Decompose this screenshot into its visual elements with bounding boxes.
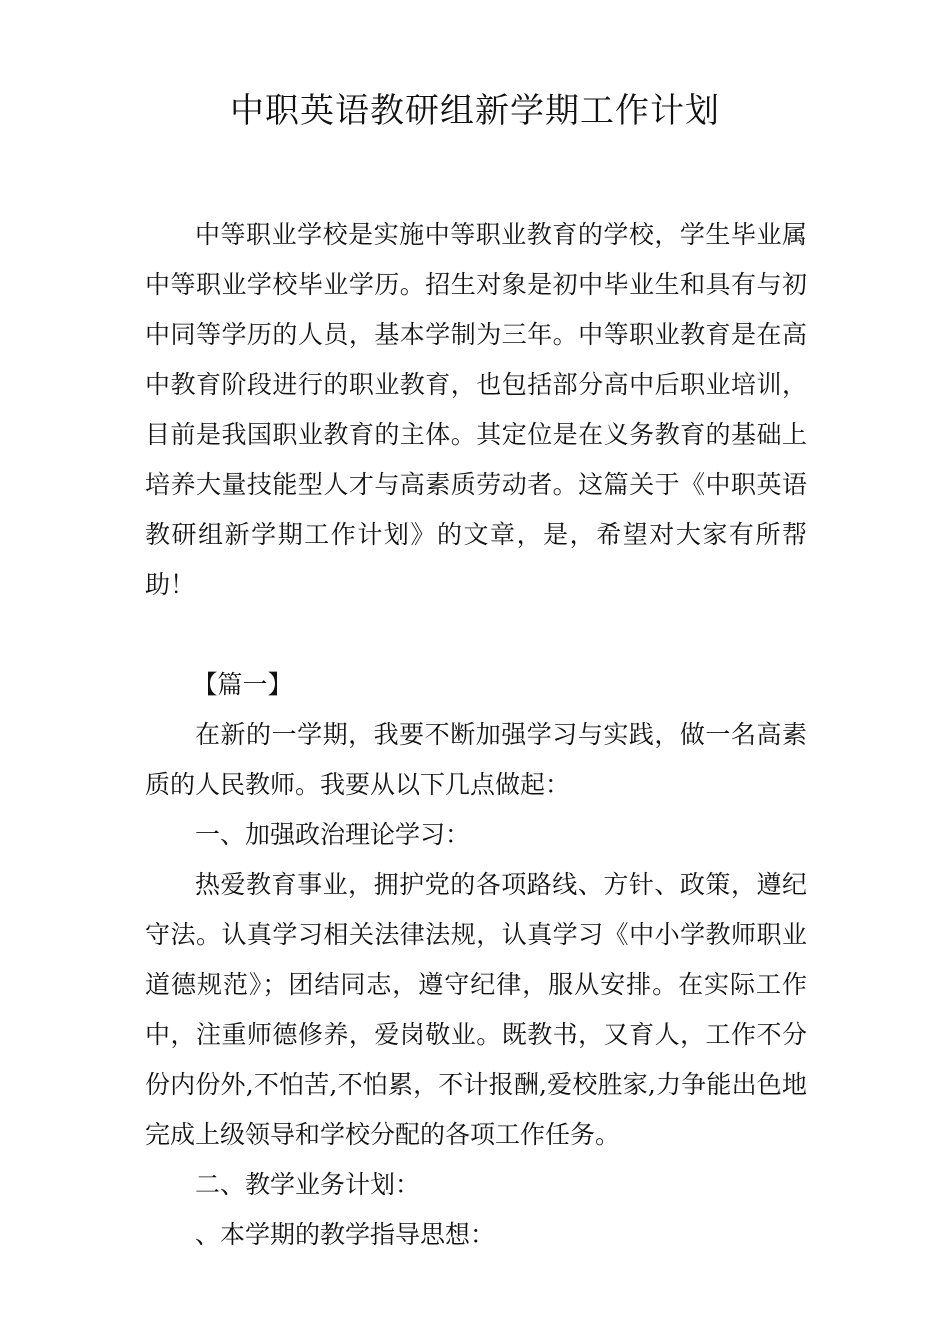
document-body (145, 210, 807, 1260)
section-heading: 一、加强政治理论学习： (195, 820, 471, 849)
section-label: 【篇一】 (192, 670, 293, 699)
document-title: 中职英语教研组新学期工作计划 (230, 91, 720, 131)
body-paragraph: 热爱教育事业，拥护党的各项路线、方针、政策，遵纪守法。认真学习相关法律法规，认真学习《中小学教师职业道德规范》；团结同志，遵守纪律，服从安排。在实际工作中，注重师德修养，爱岗敬业。既教书，又育人，工作不分份内份外,不怕苦,不怕累，不计报酬,爱校胜家,力争能出色地完成上级领导和学校分配的各项工作任务。 (145, 870, 807, 1149)
subsection-heading: 、本学期的教学指导思想： (195, 1220, 496, 1249)
body-paragraph: 在新的一学期，我要不断加强学习与实践，做一名高素质的人民教师。我要从以下几点做起： (145, 720, 807, 799)
paragraph-spacer (145, 610, 807, 660)
intro-paragraph: 中等职业学校是实施中等职业教育的学校，学生毕业属中等职业学校毕业学历。招生对象是初中毕业生和具有与初中同等学历的人员，基本学制为三年。中等职业教育是在高中教育阶段进行的职业教育，也包括部分高中后职业培训，目前是我国职业教育的主体。其定位是在义务教育的基础上培养大量技能型人才与高素质劳动者。这篇关于《中职英语教研组新学期工作计划》的文章，是，希望对大家有所帮助！ (145, 220, 807, 599)
section-heading: 二、教学业务计划： (195, 1170, 421, 1199)
